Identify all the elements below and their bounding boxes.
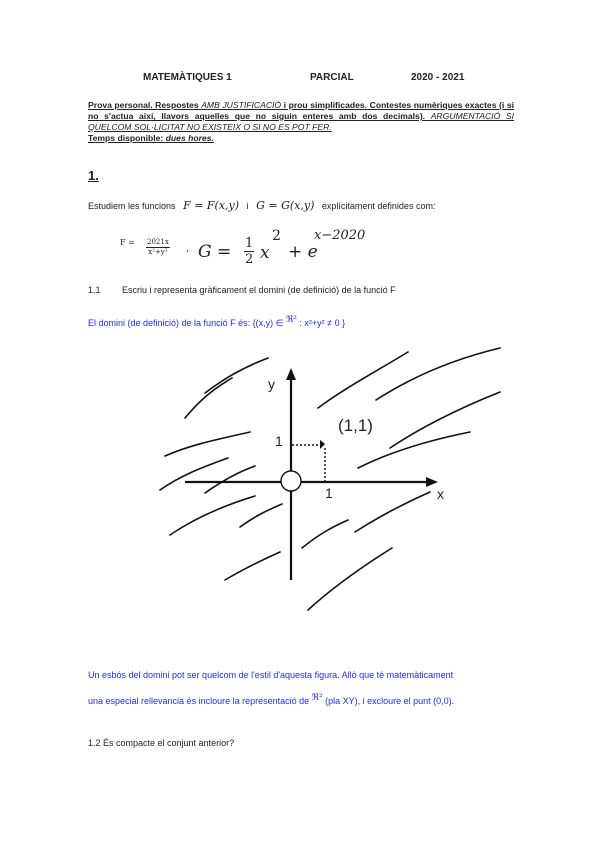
- plane-hatching-strokes: [160, 348, 500, 610]
- time-label: Temps disponible:: [88, 133, 166, 143]
- hatch-stroke: [358, 432, 470, 468]
- formula-G-denominator: 2: [245, 252, 254, 267]
- hatch-stroke: [205, 466, 255, 493]
- hatch-stroke: [376, 348, 500, 400]
- header-year: 2020 - 2021: [411, 72, 465, 83]
- answer-sketch-line2-pre: una especial rellevancia és incloure la representació de: [88, 696, 310, 706]
- header-subject: MATEMÀTIQUES 1: [143, 72, 232, 83]
- formula-G-exp-base: + e: [288, 242, 318, 262]
- question-1-1-text: Escriu i representa gràficament el domini (de definició) de la funció F: [122, 285, 396, 295]
- hatch-stroke: [170, 496, 255, 535]
- time-value: dues hores.: [165, 133, 214, 143]
- hatch-stroke: [302, 520, 348, 548]
- statement-conj: i: [246, 201, 249, 211]
- hatch-stroke: [355, 492, 430, 532]
- R2-symbol-2: ℜ²: [311, 693, 323, 703]
- statement-post: explícitament definides com:: [321, 201, 436, 211]
- formula-G-x: x: [260, 243, 270, 263]
- formula-separator: ,: [186, 243, 189, 254]
- formula-F-denominator: x²+y²: [148, 248, 168, 256]
- y-axis-label: y: [268, 376, 275, 392]
- instructions-justification: AMB JUSTIFICACIÓ: [201, 100, 282, 110]
- statement-G: G = G(x,y): [256, 199, 315, 212]
- formula-G-lhs: G =: [198, 242, 232, 262]
- hatch-stroke: [225, 552, 280, 580]
- hatch-stroke: [318, 352, 408, 408]
- answer-domain-close: }: [342, 318, 346, 328]
- hatch-stroke: [390, 392, 500, 448]
- statement-F: F = F(x,y): [183, 199, 240, 212]
- header-type: PARCIAL: [310, 72, 354, 83]
- hatch-stroke: [308, 548, 392, 610]
- instructions-argumentation: ARGUMENTACIÓ SI QUELCOM SOL·LICITAT NO EXISTEIX O SI NO ES POT FER.: [88, 111, 514, 132]
- point-label: (1,1): [338, 416, 373, 435]
- statement-pre: Estudiem les funcions: [88, 201, 176, 211]
- hatch-stroke: [185, 378, 232, 418]
- point-1-1-marker: [320, 440, 325, 449]
- answer-sketch-line2-post: (pla XY), i excloure el punt (0,0).: [325, 696, 455, 706]
- formula-F-lhs: F =: [120, 238, 135, 247]
- answer-domain-condition: : x²+y² ≠ 0: [299, 318, 340, 328]
- answer-sketch-line1: Un esbós del domini pot ser quelcom de l'estil d'aquesta figura. Allò que té matemàticament: [88, 670, 454, 680]
- y-tick-label: 1: [275, 433, 283, 449]
- R2-symbol: ℜ²: [285, 315, 297, 325]
- formula-G-exponent: x−2020: [314, 228, 366, 243]
- answer-sketch-line2: [88, 693, 454, 706]
- hatch-stroke: [165, 432, 250, 456]
- hatch-stroke: [240, 504, 282, 527]
- hatch-stroke: [205, 358, 268, 393]
- answer-domain-pre: El domini (de definició) de la funció F és: {(x,y) ∈: [88, 318, 284, 328]
- x-axis-label: x: [437, 486, 444, 502]
- question-1-1-number: 1.1: [88, 285, 101, 295]
- instructions-part3: i prou simplificades. Contestes numèriques exactes (i si no s'actua així, llavors aquelles que no siguin enteres amb dos decimals).: [88, 100, 514, 121]
- y-axis-arrow: [286, 368, 296, 380]
- section-number: 1.: [88, 168, 99, 183]
- excluded-origin: [281, 471, 301, 491]
- formula-F-numerator: 2021x: [147, 238, 169, 246]
- question-1-2: 1.2 És compacte el conjunt anterior?: [88, 738, 235, 748]
- x-tick-label: 1: [325, 485, 333, 501]
- formula-G-numerator: 1: [245, 236, 254, 251]
- formula-G-exponent-2: 2: [272, 228, 281, 244]
- instructions-part1: Prova personal. Respostes: [88, 100, 202, 110]
